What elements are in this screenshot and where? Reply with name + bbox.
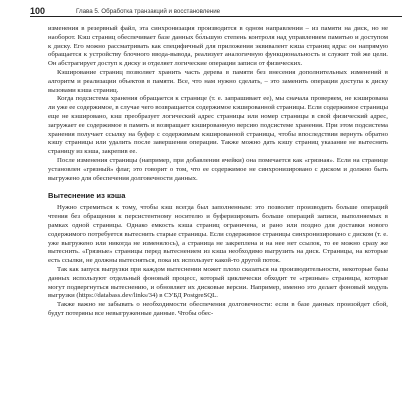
page-body	[48, 25, 388, 319]
page-header	[30, 3, 402, 17]
paragraph: Так как запуск выгрузки при каждом вытеснении может плохо сказаться на производительности, некоторые базы данных используют отдельный фоновый процесс, который циклически обходит те «грязные» страницы, которые могут подвергнуться вытеснению, и обновляет их дисковые версии. Например, именно это делает фоновый модуль выгрузки (https://databass.dev/links/34) в СУБД PostgreSQL.	[48, 265, 388, 300]
paragraph: Нужно стремиться к тому, чтобы кэш всегда был заполненным: это позволит производить больше операций чтения без обращения к персистентному носителю и буферизировать больше операций записи, выполняемых в рамках одной страницы. Однако емкость кэша страниц ограничена, и рано или поздно для доставки нового содержимого потребуется вытеснить старые страницы. Если содержимое страницы синхронизировано с диском (т. е. уже выгружено или никогда не изменялось), а страница не закреплена и на нее нет ссылок, то ее можно сразу же вытеснить. «Грязные» страницы перед вытеснением из кэша необходимо выгрузить на диск. Страницы, на которые есть ссылки, не должны вытесняться, пока их использует какой-то другой поток.	[48, 204, 388, 265]
paragraph: Когда подсистема хранения обращается к странице (т. е. запрашивает ее), мы сначала проверяем, не кэширована ли уже ее содержимое, в случае чего возвращается содержимое кэшированной страницы. Если содержимое страницы еще не кэшировано, кэш преобразует логический адрес страницы или номер страницы в свой физический адрес, загружает ее содержимое в память и возвращает кэшированную версию подсистеме хранения. При этом подсистема хранения получает ссылку на буфер с содержимым кэшированной страницы, чтобы впоследствии вернуть обратно кэшу страницы или удалить после завершения операции. Также можно дать кэшу страниц указание не вытеснять страницу из кэша, закрепив ее.	[48, 95, 388, 156]
running-head: Глава 5. Обработка транзакций и восстановление	[76, 8, 221, 15]
section-heading: Вытеснение из кэша	[48, 191, 126, 201]
paragraph: Кэширование страниц позволяет хранить часть дерева в памяти без внесения дополнительных изменений в алгоритм и реализации объектов в памяти. Все, что нам нужно сделать, – это заменить операции доступа к диску вызовами кэша страниц.	[48, 68, 388, 94]
paragraph: Также важно не забывать о необходимости обеспечения долговечности: если в базе данных произойдет сбой, будут потеряны все невыгруженные данные. Чтобы обес-	[48, 301, 388, 317]
paragraph: После изменения страницы (например, при добавлении ячейки) она помечается как «грязная». Если на странице установлен «грязный» флаг, это говорит о том, что ее содержимое не синхронизировано с диском и должно быть выгружено для обеспечения долговечности данных.	[48, 156, 388, 182]
paragraph: изменения в резервный файл, эта синхронизация производится в одном направлении – из памяти на диск, но не наоборот. Кэш страниц обеспечивает базе данных бо́льшую степень контроля над управлением памятью и доступом к диску. Его можно рассматривать как специфичный для приложения эквивалент кэша страниц ядра: он напрямую обращается к устройству блочного ввода-вывода, реализует аналогичную функциональность и служит той же цели. Он абстрагирует доступ к диску и отделяет логические операции записи от физических.	[48, 25, 388, 68]
page-number: 100	[30, 6, 46, 16]
